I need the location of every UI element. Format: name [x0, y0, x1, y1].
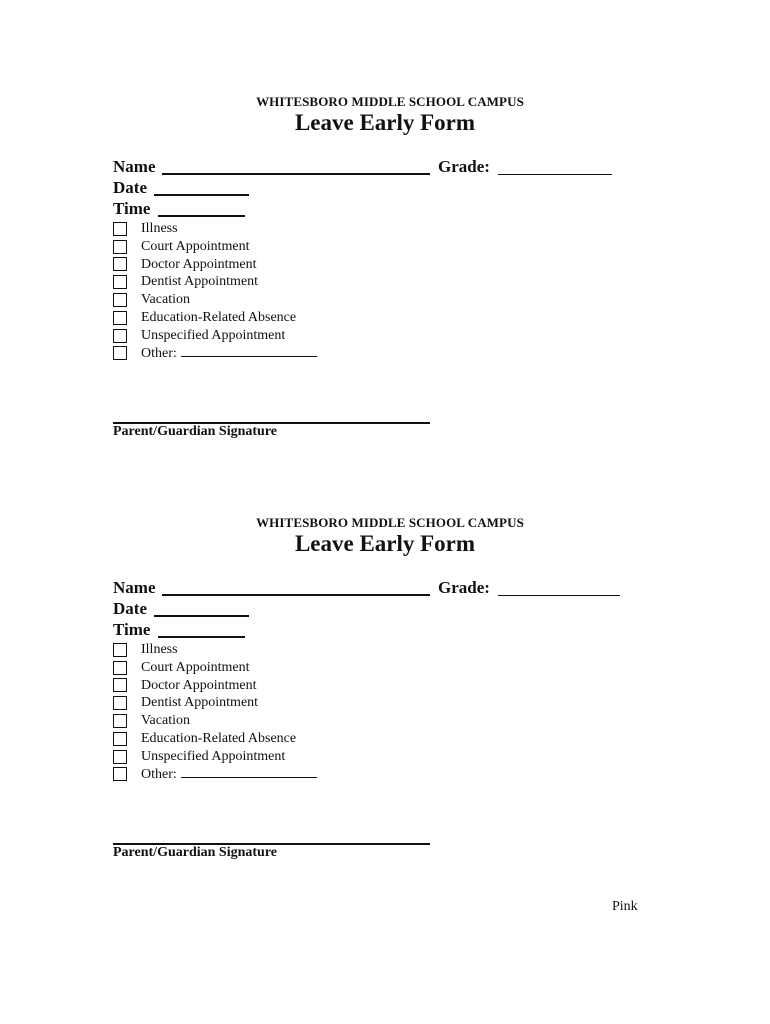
grade-label: Grade: [438, 578, 490, 597]
reason-checklist [113, 641, 297, 783]
form-title: Leave Early Form [294, 110, 476, 135]
reason-label: Court Appointment [141, 238, 250, 254]
date-label: Date [113, 178, 147, 197]
vacation-checkbox[interactable] [113, 714, 127, 728]
reason-label: Illness [141, 642, 178, 657]
other-field[interactable] [181, 777, 317, 778]
reason-item-illness [113, 641, 178, 659]
grade-field[interactable] [498, 595, 620, 596]
unspecified-appointment-checkbox[interactable] [113, 750, 127, 764]
name-field[interactable] [162, 173, 430, 175]
name-field[interactable] [162, 594, 430, 596]
reason-label: Illness [141, 221, 178, 236]
reason-item-vacation [113, 712, 190, 730]
unspecified-appointment-checkbox[interactable] [113, 329, 127, 343]
grade-label: Grade: [438, 157, 490, 176]
reason-item-dentist-appointment [113, 694, 259, 712]
date-label: Date [113, 599, 147, 618]
form-title: Leave Early Form [294, 531, 476, 556]
reason-item-court-appointment [113, 659, 250, 677]
reason-item-other [113, 345, 177, 363]
reason-item-other [113, 766, 177, 784]
reason-item-illness [113, 220, 178, 238]
doctor-appointment-checkbox[interactable] [113, 678, 127, 692]
court-appointment-checkbox[interactable] [113, 661, 127, 675]
grade-field[interactable] [498, 174, 612, 175]
other-label: Other: [141, 345, 177, 361]
court-appointment-checkbox[interactable] [113, 240, 127, 254]
dentist-appointment-checkbox[interactable] [113, 696, 127, 710]
reason-item-unspecified-appointment [113, 327, 286, 345]
name-label: Name [113, 578, 156, 597]
reason-label: Education-Related Absence [141, 730, 297, 746]
other-field[interactable] [181, 356, 317, 357]
reason-label: Doctor Appointment [141, 256, 257, 272]
copy-color-label: Pink [612, 899, 638, 914]
reason-label: Dentist Appointment [141, 274, 259, 290]
reason-item-vacation [113, 291, 190, 309]
illness-checkbox[interactable] [113, 222, 127, 236]
signature-label: Parent/Guardian Signature [113, 845, 278, 860]
reason-item-education-related-absence [113, 309, 297, 327]
doctor-appointment-checkbox[interactable] [113, 257, 127, 271]
other-checkbox[interactable] [113, 767, 127, 781]
reason-item-doctor-appointment [113, 256, 257, 274]
reason-label: Education-Related Absence [141, 309, 297, 325]
vacation-checkbox[interactable] [113, 293, 127, 307]
education-related-absence-checkbox[interactable] [113, 732, 127, 746]
reason-item-doctor-appointment [113, 677, 257, 695]
reason-checklist [113, 220, 297, 362]
reason-label: Unspecified Appointment [141, 748, 286, 764]
reason-item-education-related-absence [113, 730, 297, 748]
school-name: WHITESBORO MIDDLE SCHOOL CAMPUS [256, 515, 524, 530]
reason-label: Court Appointment [141, 659, 250, 675]
time-field[interactable] [158, 215, 245, 217]
time-field[interactable] [158, 636, 245, 638]
date-field[interactable] [154, 194, 249, 196]
signature-label: Parent/Guardian Signature [113, 424, 278, 439]
reason-label-other [141, 345, 317, 363]
reason-item-dentist-appointment [113, 273, 259, 291]
date-field[interactable] [154, 615, 249, 617]
other-label: Other: [141, 766, 177, 782]
reason-label: Dentist Appointment [141, 695, 259, 711]
dentist-appointment-checkbox[interactable] [113, 275, 127, 289]
other-checkbox[interactable] [113, 346, 127, 360]
time-label: Time [113, 199, 151, 218]
education-related-absence-checkbox[interactable] [113, 311, 127, 325]
reason-label: Doctor Appointment [141, 677, 257, 693]
reason-item-unspecified-appointment [113, 748, 286, 766]
reason-item-court-appointment [113, 238, 250, 256]
reason-label: Vacation [141, 292, 190, 308]
school-name: WHITESBORO MIDDLE SCHOOL CAMPUS [256, 94, 524, 109]
reason-label: Vacation [141, 713, 190, 729]
reason-label: Unspecified Appointment [141, 327, 286, 343]
name-label: Name [113, 157, 156, 176]
reason-label-other [141, 766, 317, 784]
illness-checkbox[interactable] [113, 643, 127, 657]
time-label: Time [113, 620, 151, 639]
